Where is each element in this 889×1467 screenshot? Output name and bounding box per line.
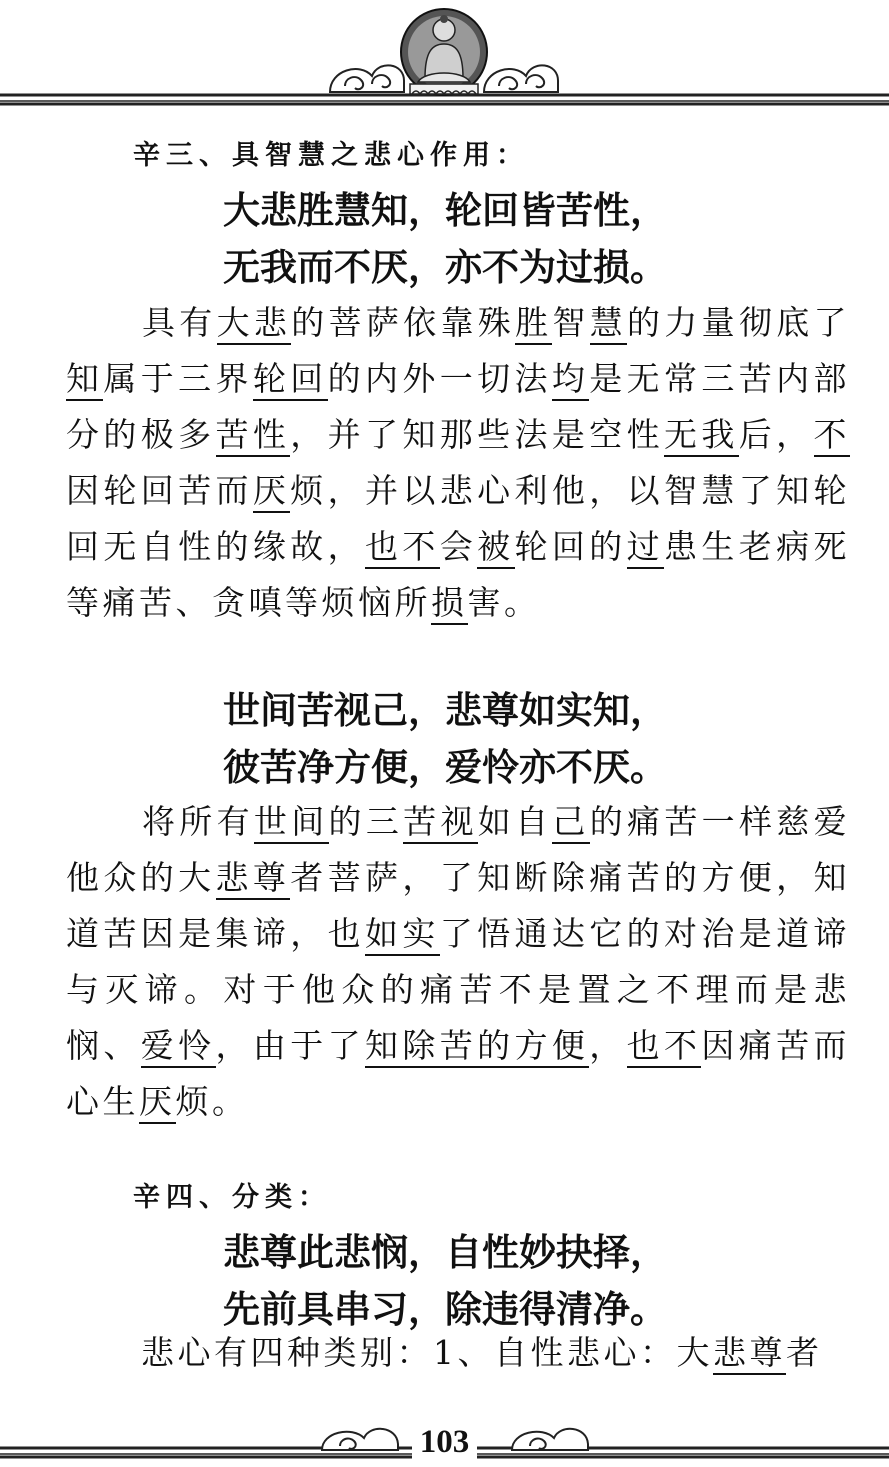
text-run: 烦。 — [175, 1082, 249, 1121]
text-run: 害。 — [467, 583, 541, 622]
underlined-text: 不 — [814, 415, 851, 457]
underlined-text: 损 — [431, 583, 468, 625]
text-run: 轮回的 — [514, 527, 627, 566]
verse-line-3-2: 先前具串习，除违得清净。 — [223, 1288, 667, 1331]
underlined-text: 厌 — [139, 1082, 176, 1124]
text-run: ， — [589, 1026, 627, 1065]
header-ornament — [0, 0, 889, 112]
verse-line-1-1: 大悲胜慧知，轮回皆苦性， — [223, 189, 667, 232]
underlined-text: 慧 — [590, 303, 627, 345]
text-run: 属于三界 — [103, 359, 253, 398]
cloud-ornament-left — [330, 65, 404, 92]
underlined-text: 轮回 — [253, 359, 328, 401]
underlined-text: 被 — [477, 527, 514, 569]
page-number — [0, 1418, 889, 1466]
underlined-text: 知除苦的方便 — [365, 1026, 589, 1068]
text-run: 的力量彻底了 — [627, 303, 851, 342]
verse-line-1-2: 无我而不厌，亦不为过损。 — [223, 246, 667, 289]
header-rule-lines — [0, 95, 889, 104]
text-run: 的三 — [328, 802, 404, 841]
underlined-text: 悲尊 — [713, 1333, 786, 1375]
section-heading-1: 辛三、具智慧之悲心作用： — [133, 140, 529, 171]
cloud-ornament-right — [484, 65, 558, 92]
verse-line-3-1: 悲尊此悲悯，自性妙抉择， — [223, 1231, 667, 1274]
underlined-text: 己 — [552, 802, 589, 844]
underlined-text: 知 — [66, 359, 103, 401]
underlined-text: 世间 — [254, 802, 329, 844]
prose-paragraph-3 — [141, 1325, 823, 1381]
text-run: 的内外一切法 — [327, 359, 552, 398]
text-run: 因轮回苦而 — [66, 471, 253, 510]
text-run: 者菩萨，了知断除痛苦的方便，知道苦因是集谛，也 — [66, 858, 850, 953]
underlined-text: 均 — [552, 359, 589, 401]
text-run: 患生老病死等痛苦、贪嗔等烦恼所 — [66, 527, 850, 622]
underlined-text: 无我 — [664, 415, 739, 457]
underlined-text: 苦性 — [216, 415, 291, 457]
page-number-text: 103 — [412, 1424, 478, 1460]
text-run: ，由于了 — [215, 1026, 365, 1065]
prose-paragraph-1 — [66, 295, 850, 631]
underlined-text: 悲尊 — [216, 858, 291, 900]
text-run: 的菩萨依靠殊 — [291, 303, 516, 342]
text-run: 如自 — [477, 802, 553, 841]
underlined-text: 胜 — [515, 303, 552, 345]
underlined-text: 大悲 — [217, 303, 292, 345]
text-run: 后， — [738, 415, 814, 454]
underlined-text: 厌 — [253, 471, 290, 513]
text-run: 了悟通达它的对治是道谛与灭谛。对于他众的痛苦不是置之不理而是悲悯、 — [66, 914, 850, 1065]
text-run: 烦，并以悲心利他，以智慧了知轮回无自性的缘故， — [66, 471, 850, 566]
verse-line-2-2: 彼苦净方便，爱怜亦不厌。 — [223, 746, 667, 789]
text-run: 将所有 — [142, 802, 254, 841]
underlined-text: 也不 — [627, 1026, 702, 1068]
text-run: 因痛苦而心生 — [66, 1026, 850, 1121]
prose-paragraph-2 — [66, 794, 850, 1130]
underlined-text: 苦 — [403, 802, 440, 844]
text-run: 是无常三苦内部分的极多 — [66, 359, 850, 454]
underlined-text: 过 — [627, 527, 664, 569]
text-run: 者 — [786, 1333, 823, 1372]
buddha-medallion-icon — [401, 9, 487, 95]
underlined-text: 也不 — [365, 527, 440, 569]
text-run: 智 — [552, 303, 590, 342]
text-run: 会 — [439, 527, 478, 566]
text-run: 具有 — [142, 303, 217, 342]
text-run: 的痛苦一样慈爱他众的大 — [66, 802, 851, 897]
underlined-text: 爱怜 — [141, 1026, 216, 1068]
text-run: 悲心有四种类别：1、自性悲心：大 — [141, 1333, 713, 1372]
section-heading-2: 辛四、分类： — [133, 1182, 331, 1213]
underlined-text: 如实 — [365, 914, 440, 956]
verse-line-2-1: 世间苦视己，悲尊如实知， — [223, 689, 667, 732]
underlined-text: 视 — [440, 802, 477, 844]
text-run: ，并了知那些法是空性 — [290, 415, 664, 454]
